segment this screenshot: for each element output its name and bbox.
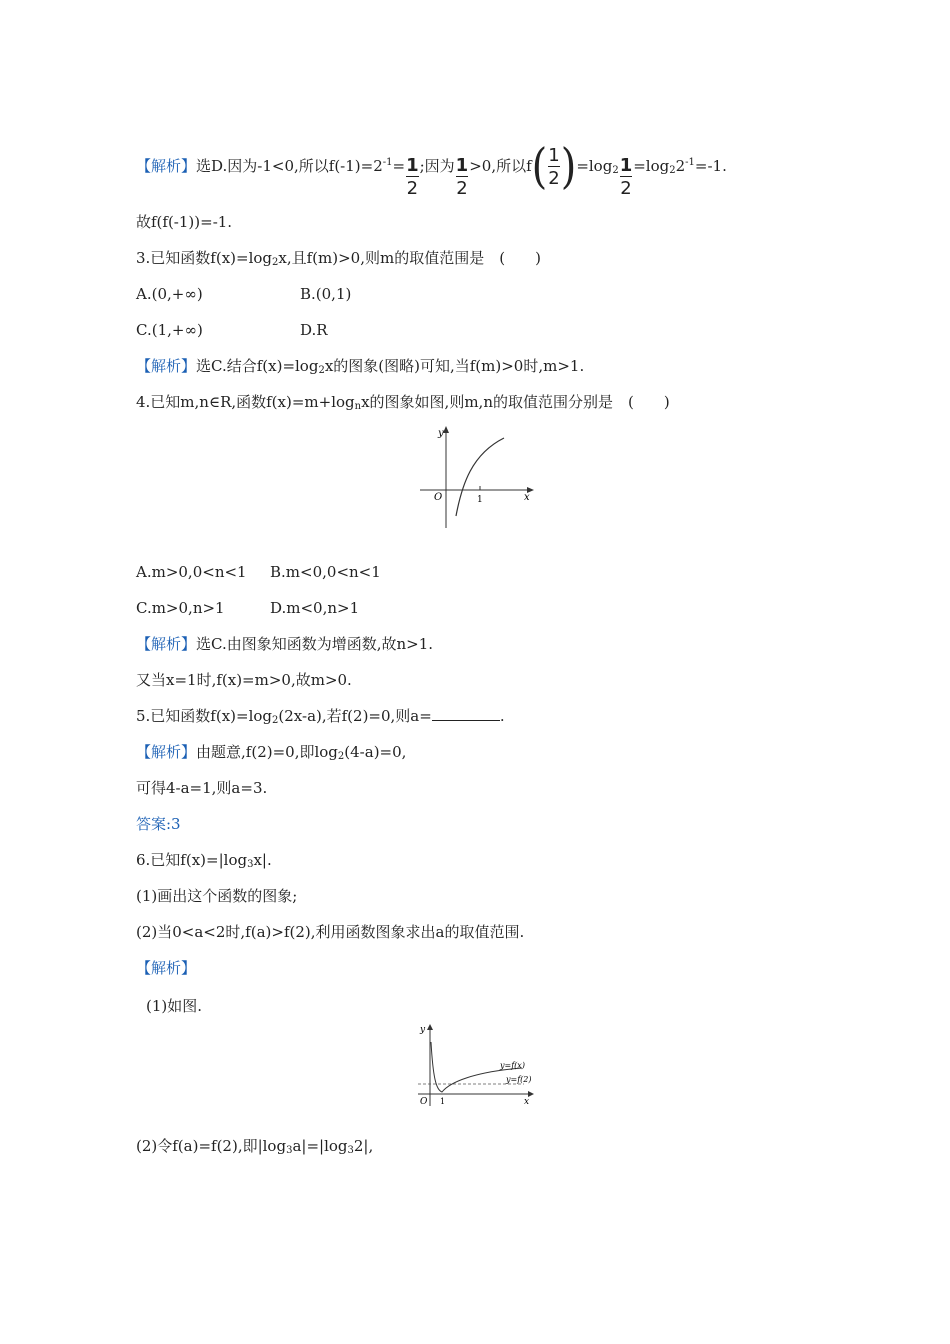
analysis-tag: 【解析】: [136, 157, 197, 175]
analysis-tag: 【解析】: [136, 743, 197, 761]
subscript: 2: [669, 165, 676, 176]
denominator: 2: [620, 177, 632, 199]
right-paren: ): [560, 139, 577, 195]
text: 由题意,f(2)=0,即log: [196, 743, 338, 761]
tick-label: 1: [440, 1097, 446, 1106]
text: 3.已知函数f(x)=log: [136, 249, 273, 267]
text: x的图象如图,则m,n的取值范围分别是 ( ): [361, 393, 670, 411]
curve-label: y=f(x): [500, 1061, 525, 1070]
solution-6-part1: (1)如图.: [146, 997, 203, 1015]
subscript: 3: [286, 1145, 293, 1156]
text: 选D.因为-1<0,所以f(-1)=2: [196, 157, 383, 175]
numerator: 1: [455, 154, 469, 176]
text: .: [499, 707, 505, 725]
fraction: [406, 156, 419, 199]
option-3b: B.(0,1): [300, 285, 352, 303]
answer-5: 答案:3: [136, 815, 181, 833]
option-4a: A.m>0,0<n<1: [136, 563, 247, 581]
origin-label: O: [420, 1097, 428, 1107]
text: 选C.结合f(x)=log: [196, 357, 319, 375]
option-4c: C.m>0,n>1: [136, 599, 225, 617]
subscript: 2: [318, 365, 325, 376]
superscript: -1: [685, 157, 695, 168]
text: 6.已知f(x)=|log: [136, 851, 248, 869]
solution-4: [136, 634, 433, 654]
line-2: 故f(f(-1))=-1.: [136, 213, 233, 231]
question-6-part1: (1)画出这个函数的图象;: [136, 887, 298, 905]
superscript: -1: [382, 157, 393, 168]
text: =log: [576, 157, 613, 175]
subscript: 2: [612, 165, 619, 176]
y-axis-label: y: [420, 1025, 426, 1035]
solution-2: [136, 139, 727, 199]
question-6: [136, 850, 272, 875]
text: =log: [633, 157, 670, 175]
x-axis-label: x: [524, 492, 530, 503]
fraction: [620, 156, 633, 199]
analysis-tag: 【解析】: [136, 635, 197, 653]
subscript: 3: [347, 1145, 354, 1156]
solution-3: [136, 356, 584, 381]
text: >0,所以f: [469, 157, 532, 175]
option-4d: D.m<0,n>1: [270, 599, 360, 617]
option-3a: A.(0,+∞): [136, 285, 203, 303]
fraction: [548, 146, 559, 189]
text: ;因为: [419, 157, 455, 175]
question-6-part2: (2)当0<a<2时,f(a)>f(2),利用函数图象求出a的取值范围.: [136, 923, 525, 941]
option-3d: D.R: [300, 321, 328, 339]
text: 选C.由图象知函数为增函数,故n>1.: [196, 635, 434, 653]
subscript: 2: [272, 715, 279, 726]
denominator: 2: [548, 167, 560, 189]
subscript: n: [354, 401, 362, 412]
text: (2x-a),若f(2)=0,则a=: [278, 707, 432, 725]
text: (2)令f(a)=f(2),即|log: [136, 1137, 287, 1155]
text: (4-a)=0,: [344, 743, 407, 761]
line-label: y=f(2): [506, 1075, 532, 1084]
solution-4-line2: 又当x=1时,f(x)=m>0,故m>0.: [136, 671, 352, 689]
fraction: [456, 156, 469, 199]
text: 4.已知m,n∈R,函数f(x)=m+log: [136, 393, 355, 411]
text: a|=|log: [292, 1137, 348, 1155]
text: =: [392, 157, 406, 175]
solution-5-line2: 可得4-a=1,则a=3.: [136, 779, 268, 797]
numerator: 1: [619, 154, 633, 176]
tick-label: 1: [477, 495, 483, 505]
graph-question-6: [414, 1022, 540, 1108]
solution-5: [136, 742, 406, 767]
origin-label: O: [434, 492, 443, 503]
text: x的图象(图略)可知,当f(m)>0时,m>1.: [324, 357, 585, 375]
numerator: 1: [548, 144, 560, 166]
text: 2|,: [353, 1137, 374, 1155]
text: 2: [675, 157, 686, 175]
subscript: 2: [272, 257, 279, 268]
denominator: 2: [406, 177, 419, 199]
answer-blank: [432, 706, 500, 721]
left-paren: (: [531, 139, 548, 195]
question-3: [136, 248, 541, 273]
subscript: 2: [337, 751, 345, 762]
graph-question-4: [414, 424, 538, 534]
analysis-tag: 【解析】: [136, 357, 197, 375]
solution-6-part2: [136, 1136, 373, 1161]
question-4: [136, 392, 670, 417]
subscript: 3: [247, 859, 254, 870]
question-5: [136, 706, 505, 731]
text: x,且f(m)>0,则m的取值范围是 ( ): [278, 249, 541, 267]
text: =-1.: [694, 157, 727, 175]
numerator: 1: [406, 154, 419, 176]
analysis-tag: 【解析】: [136, 959, 197, 977]
text: 5.已知函数f(x)=log: [136, 707, 273, 725]
y-axis-label: y: [438, 428, 444, 439]
option-4b: B.m<0,0<n<1: [270, 563, 381, 581]
x-axis-label: x: [524, 1097, 530, 1107]
option-3c: C.(1,+∞): [136, 321, 203, 339]
denominator: 2: [456, 177, 468, 199]
text: x|.: [253, 851, 272, 869]
